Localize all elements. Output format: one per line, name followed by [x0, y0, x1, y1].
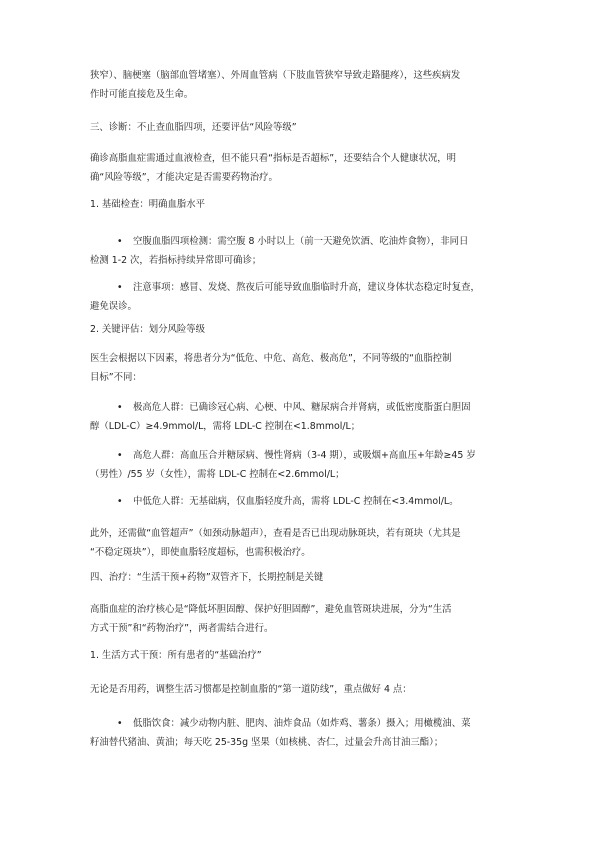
bullet-item [90, 492, 510, 511]
bullet-marker: • [117, 282, 123, 293]
text-line: 醇（LDL-C）≥4.9mmol/L，需将 LDL-C 控制在<1.8mmol/L； [90, 421, 361, 432]
paragraph [90, 680, 510, 699]
text-line: 作时可能直接危及生命。 [90, 89, 194, 100]
bullet-marker: • [117, 450, 123, 461]
text-line: 高危人群：高血压合并糖尿病、慢性肾病（3-4 期），或吸烟+高血压+年龄≥45 岁 [133, 450, 476, 461]
text-line: 高脂血症的治疗核心是“降低坏胆固醇、保护好胆固醇”，避免血管斑块进展，分为“生活 [90, 604, 452, 615]
text-line: 1. 生活方式干预：所有患者的“基础治疗” [90, 650, 262, 661]
paragraph [90, 149, 510, 187]
paragraph [90, 568, 510, 587]
text-line: “不稳定斑块”），即使血脂轻度超标，也需积极治疗。 [90, 547, 311, 558]
text-line: 四、治疗：“生活干预+药物”双管齐下，长期控制是关键 [90, 572, 324, 583]
text-line: 2. 关键评估：划分风险等级 [90, 324, 206, 335]
paragraph [90, 320, 510, 339]
text-line: 低脂饮食：减少动物内脏、肥肉、油炸食品（如炸鸡、薯条）摄入；用橄榄油、菜 [133, 718, 471, 729]
bullet-item [90, 232, 510, 270]
bullet-marker: • [117, 496, 123, 507]
text-line: 极高危人群：已确诊冠心病、心梗、中风、糖尿病合并肾病，或低密度脂蛋白胆固 [133, 402, 471, 413]
text-line: 确“风险等级”，才能决定是否需要药物治疗。 [90, 172, 278, 183]
paragraph [90, 349, 510, 387]
bullet-marker: • [117, 718, 123, 729]
text-line: 检测 1-2 次，若指标持续异常即可确诊； [90, 255, 262, 266]
paragraph [90, 524, 510, 562]
paragraph [90, 646, 510, 665]
bullet-marker: • [117, 402, 123, 413]
paragraph [90, 118, 510, 137]
paragraph [90, 195, 510, 214]
bullet-item [90, 398, 510, 436]
text-line: 无论是否用药，调整生活习惯都是控制血脂的“第一道防线”，重点做好 4 点： [90, 684, 412, 695]
bullet-marker: • [117, 236, 123, 247]
text-line: 此外，还需做“血管超声”（如颈动脉超声），查看是否已出现动脉斑块，若有斑块（尤其是 [90, 528, 461, 539]
bullet-item [90, 714, 510, 752]
text-line: 籽油替代猪油、黄油；每天吃 25-35g 坚果（如核桃、杏仁，过量会升高甘油三酯）； [90, 737, 444, 748]
text-line: 确诊高脂血症需通过血液检查，但不能只看“指标是否超标”，还要结合个人健康状况，明 [90, 153, 456, 164]
text-line: 空腹血脂四项检测：需空腹 8 小时以上（前一天避免饮酒、吃油炸食物），非同日 [133, 236, 469, 247]
text-line: 三、诊断：不止查血脂四项，还要评估“风险等级” [90, 122, 297, 133]
text-line: 中低危人群：无基础病，仅血脂轻度升高，需将 LDL-C 控制在<3.4mmol/L。 [133, 496, 459, 507]
text-line: （男性）/55 岁（女性），需将 LDL-C 控制在<2.6mmol/L； [90, 469, 345, 480]
text-line: 方式干预”和“药物治疗”，两者需结合进行。 [90, 623, 274, 634]
bullet-item [90, 278, 510, 316]
text-line: 目标”不同： [90, 372, 142, 383]
text-line: 注意事项：感冒、发烧、熬夜后可能导致血脂临时升高，建议身体状态稳定时复查， [133, 282, 480, 293]
paragraph [90, 66, 510, 104]
text-line: 医生会根据以下因素，将患者分为“低危、中危、高危、极高危”，不同等级的“血脂控制 [90, 353, 452, 364]
text-line: 避免误诊。 [90, 301, 137, 312]
bullet-item [90, 446, 510, 484]
text-line: 1. 基础检查：明确血脂水平 [90, 199, 206, 210]
paragraph [90, 600, 510, 638]
text-line: 狭窄）、脑梗塞（脑部血管堵塞）、外周血管病（下肢血管狭窄导致走路腿疼），这些疾病发 [90, 70, 461, 81]
